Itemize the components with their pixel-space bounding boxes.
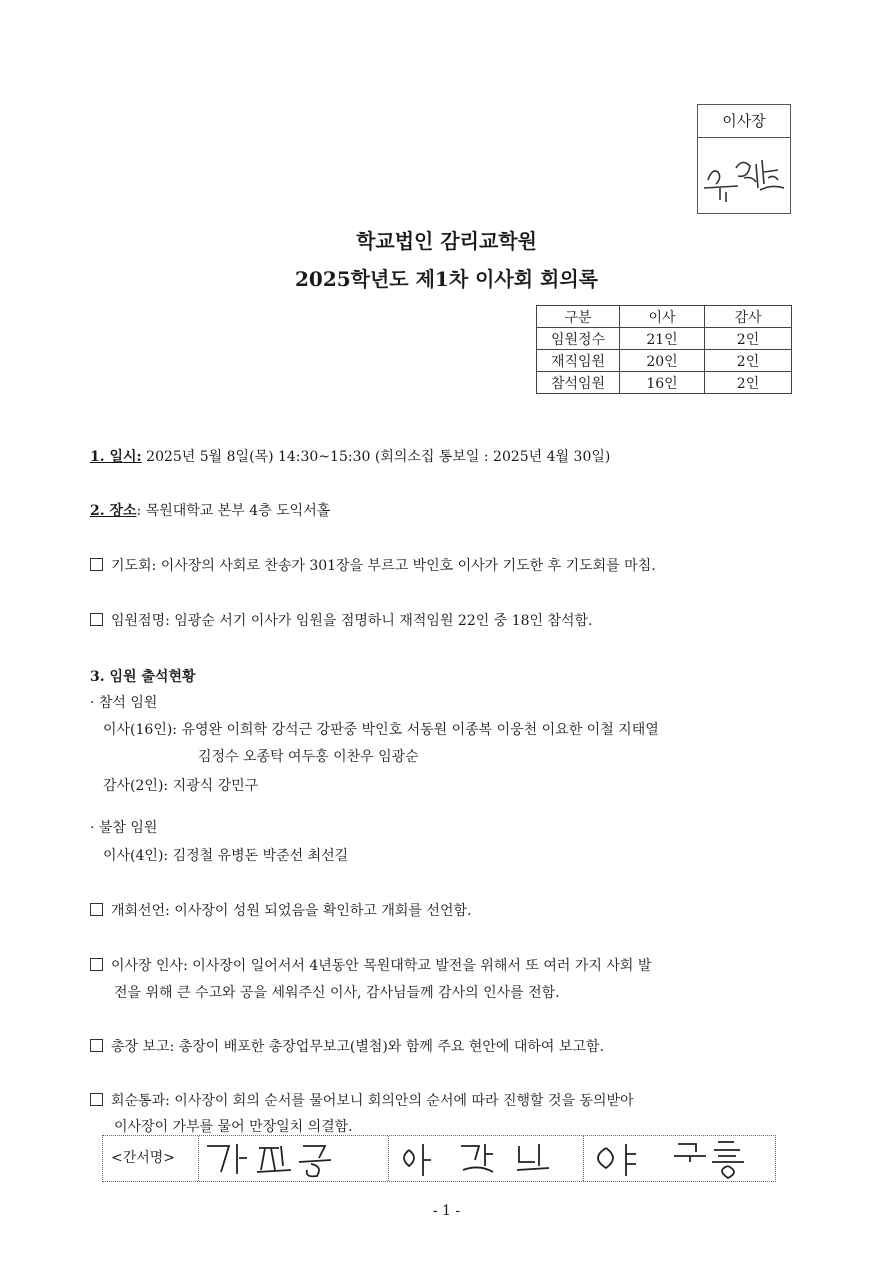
- section-rollcall: [90, 611, 593, 631]
- section-date: [90, 447, 610, 467]
- signers-row: [102, 1135, 776, 1182]
- chairman-signature: [698, 138, 790, 213]
- signer-cell: [583, 1136, 776, 1181]
- section-date-heading: 1. 일시:: [90, 449, 142, 465]
- signer-signature-2: [389, 1136, 584, 1181]
- greeting-text-2: 전을 위해 큰 수고와 공을 세워주신 이사, 감사님들께 감사의 인사를 전함.: [114, 985, 560, 1001]
- table-row: [537, 372, 792, 394]
- table-cell: 21인: [620, 328, 705, 350]
- signers-label: <간서명>: [111, 1150, 176, 1166]
- signer-cell: [388, 1136, 584, 1181]
- present-directors-line-2: 김정수 오종탁 여두홍 이찬우 임광순: [198, 749, 419, 765]
- prayer-label: 기도회:: [111, 558, 157, 574]
- present-auditors: 감사(2인): 지광식 강민구: [103, 778, 259, 794]
- section-place-heading: 2. 장소: [90, 503, 137, 519]
- prayer-text: 이사장의 사회로 찬송가 301장을 부르고 박인호 이사가 기도한 후 기도회를 마침.: [156, 558, 656, 574]
- approval-label: 이사장: [698, 105, 790, 138]
- section-place-text: : 목원대학교 본부 4층 도익서홀: [136, 503, 331, 519]
- section-agenda-line-1: [90, 1091, 634, 1111]
- table-cell: 참석임원: [537, 372, 620, 394]
- present-directors-names: 유영완 이희학 강석근 강판중 박인호 서동원 이종복 이웅천 이요한 이철 지태열: [181, 722, 659, 738]
- table-cell: 2인: [705, 328, 792, 350]
- section-prayer: [90, 556, 656, 576]
- table-row: [537, 350, 792, 372]
- approval-box: [697, 104, 791, 214]
- title-line-1: 학교법인 감리교학원: [356, 229, 537, 253]
- checkbox-icon: [90, 558, 103, 571]
- absent-directors: 이사(4인): 김정철 유병돈 박준선 최선길: [103, 848, 349, 864]
- present-directors-line-1: [103, 720, 659, 740]
- agenda-text-2: 이사장이 가부를 물어 만장일치 의결함.: [114, 1119, 353, 1135]
- attendance-summary-table: [536, 305, 792, 394]
- section-date-text: 2025년 5월 8일(목) 14:30~15:30 (회의소집 통보일 : 2025년 4월 30일): [141, 449, 611, 465]
- agenda-text-1: 회순통과: 이사장이 회의 순서를 물어보니 회의안의 순서에 따라 진행할 것을 동의받아: [111, 1093, 634, 1109]
- page-number: - 1 -: [432, 1203, 461, 1219]
- table-header-row: [537, 306, 792, 328]
- table-cell: 재직임원: [537, 350, 620, 372]
- present-label: · 참석 임원: [90, 695, 158, 711]
- chairman-signature-drawing: [698, 138, 790, 213]
- opening-text: 개회선언: 이사장이 성원 되었음을 확인하고 개회를 선언함.: [111, 903, 472, 919]
- table-cell: 임원정수: [537, 328, 620, 350]
- title-line-2: 2025학년도 제1차 이사회 회의록: [295, 267, 598, 291]
- checkbox-icon: [90, 613, 103, 626]
- table-header: 이사: [620, 306, 705, 328]
- absent-label: · 불참 임원: [90, 820, 158, 836]
- signer-cell: [198, 1136, 389, 1181]
- signer-signature-3: [584, 1136, 776, 1181]
- rollcall-label: 임원점명:: [111, 613, 170, 629]
- table-cell: 20인: [620, 350, 705, 372]
- section-report: [90, 1037, 604, 1057]
- checkbox-icon: [90, 1093, 103, 1106]
- table-cell: 2인: [705, 372, 792, 394]
- table-cell: 2인: [705, 350, 792, 372]
- rollcall-text: 임광순 서기 이사가 임원을 점명하니 재적임원 22인 중 18인 참석함.: [169, 613, 593, 629]
- section-attendance-heading: 3. 임원 출석현황: [90, 669, 196, 685]
- section-greeting-line-1: [90, 956, 651, 976]
- checkbox-icon: [90, 903, 103, 916]
- section-opening: [90, 901, 471, 921]
- checkbox-icon: [90, 958, 103, 971]
- report-text: 총장 보고: 총장이 배포한 총장업무보고(별첨)와 함께 주요 현안에 대하여 보고함.: [111, 1039, 604, 1055]
- table-header: 감사: [705, 306, 792, 328]
- checkbox-icon: [90, 1039, 103, 1052]
- table-header: 구분: [537, 306, 620, 328]
- table-row: [537, 328, 792, 350]
- table-cell: 16인: [620, 372, 705, 394]
- signer-signature-1: [199, 1136, 389, 1181]
- present-directors-label: 이사(16인):: [103, 722, 178, 738]
- section-place: [90, 501, 330, 521]
- greeting-text-1: 이사장 인사: 이사장이 일어서서 4년동안 목원대학교 발전을 위해서 또 여러 가지 사회 발: [111, 958, 652, 974]
